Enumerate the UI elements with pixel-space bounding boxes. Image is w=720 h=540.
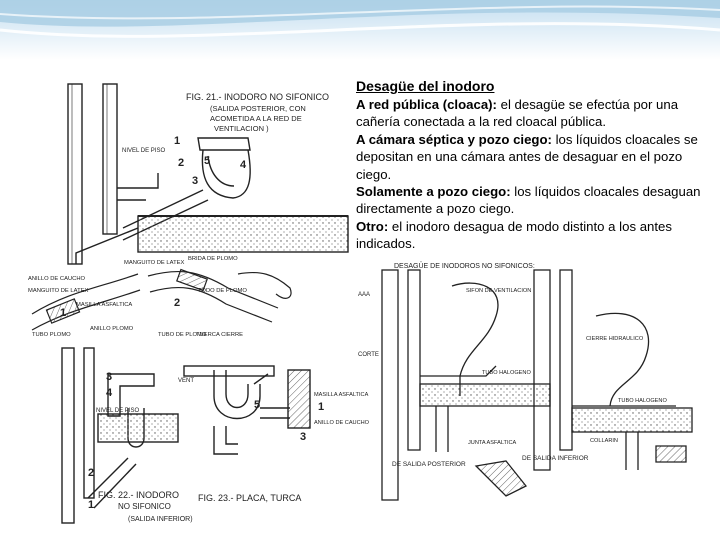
fig23-number-1: 1 bbox=[318, 401, 325, 413]
paragraph-text: los líquidos cloacales desaguan directamente a pozo ciego. bbox=[356, 184, 701, 217]
fig22-caption-3: (SALIDA INFERIOR) bbox=[128, 516, 193, 523]
fig21-caption-4: VENTILACION ) bbox=[214, 124, 269, 133]
detail-manguito-2-label: MANGUITO DE LATEX bbox=[124, 260, 185, 266]
detail-masilla-label: MASILLA ASFALTICA bbox=[76, 302, 133, 308]
fig22-caption-2: NO SIFONICO bbox=[118, 502, 171, 511]
right-label-salida: SIFON DE VENTILACION bbox=[466, 288, 532, 294]
paragraph-text: el desagüe se efectúa por una cañería conectada a la red cloacal pública. bbox=[356, 97, 679, 130]
detail-brida-label: BRIDA DE PLOMO bbox=[188, 256, 238, 262]
fig23-number-3: 3 bbox=[300, 431, 307, 443]
fig21-caption-2: (SALIDA POSTERIOR, CON bbox=[210, 104, 306, 113]
slide-title: Desagüe del inodoro bbox=[356, 78, 495, 94]
detail-todo-plomo-label: TODO DE PLOMO bbox=[198, 288, 247, 294]
fig22-number-3: 3 bbox=[106, 371, 113, 383]
detail-number-1: 1 bbox=[60, 307, 67, 319]
right-caption-posterior: DE SALIDA POSTERIOR bbox=[392, 461, 466, 468]
fig22-number-4: 4 bbox=[106, 387, 113, 399]
detail-anillo-label: ANILLO DE CAUCHO bbox=[28, 276, 86, 282]
right-label-tubo: TUBO HALOGENO bbox=[482, 370, 531, 376]
paragraph-text: los líquidos cloacales se depositan en una cámara antes de desaguar en el pozo ciego. bbox=[356, 131, 698, 182]
detail-tubo-plomo-2-label: TUBO DE PLOMO bbox=[158, 332, 207, 338]
fig21-number-3: 3 bbox=[192, 175, 199, 187]
header-wave-banner bbox=[0, 0, 720, 60]
fig21-number-1: 1 bbox=[174, 135, 181, 147]
paragraph-text: el inodoro desagua de modo distinto a los antes indicados. bbox=[356, 218, 672, 252]
right-label-cierre: CIERRE HIDRAULICO bbox=[586, 336, 644, 342]
fig21-nivel-label: NIVEL DE PISO bbox=[122, 148, 166, 154]
right-header: DESAGÜE DE INODOROS NO SIFONICOS: bbox=[394, 263, 535, 270]
right-label-tubo-2: TUBO HALOGENO bbox=[618, 398, 667, 404]
fig23-masilla-label: MASILLA ASFALTICA bbox=[314, 392, 369, 398]
fig21-caption: FIG. 21.- INODORO NO SIFONICO bbox=[186, 92, 330, 102]
paragraph-heading: A cámara séptica y pozo ciego: bbox=[356, 131, 552, 147]
paragraph-heading: A red pública (cloaca): bbox=[356, 97, 497, 112]
right-label-junta: JUNTA ASFALTICA bbox=[468, 440, 517, 446]
fig23-number-5: 5 bbox=[254, 399, 261, 411]
detail-anillo-plomo-label: ANILLO PLOMO bbox=[90, 326, 134, 332]
fig23-anillo-label: ANILLO DE CAUCHO bbox=[314, 420, 370, 426]
fig22-number-2: 2 bbox=[88, 467, 95, 479]
right-label-a: AAA bbox=[358, 292, 371, 298]
fig21-number-5: 5 bbox=[204, 155, 211, 167]
fig22-nivel-label: NIVEL DE PISO bbox=[96, 408, 140, 414]
paragraph-heading: Solamente a pozo ciego: bbox=[356, 184, 511, 200]
fig21-caption-3: ACOMETIDA A LA RED DE bbox=[210, 114, 302, 123]
fig22-caption: FIG. 22.- INODORO bbox=[98, 490, 180, 500]
paragraph-heading: Otro: bbox=[356, 218, 389, 234]
detail-number-2: 2 bbox=[174, 297, 181, 309]
paragraph-otro bbox=[356, 218, 708, 253]
right-label-b: CORTE bbox=[358, 352, 379, 358]
fig23-vent-label: VENT bbox=[178, 378, 195, 384]
fig22-number-1: 1 bbox=[88, 499, 95, 511]
detail-tuerca-label: TUERCA CIERRE bbox=[196, 332, 244, 338]
paragraph-red-publica bbox=[356, 96, 708, 131]
detail-tubo-plomo-label: TUBO PLOMO bbox=[32, 332, 71, 338]
right-caption-inferior: DE SALIDA INFERIOR bbox=[522, 455, 589, 462]
right-label-collarin: COLLARIN bbox=[590, 438, 618, 444]
plumbing-sketch-right bbox=[356, 256, 710, 532]
fig21-number-2: 2 bbox=[178, 157, 185, 169]
body-text bbox=[356, 96, 708, 253]
paragraph-camara-septica bbox=[356, 131, 708, 183]
detail-manguito-label: MANGUITO DE LATEX bbox=[28, 288, 89, 294]
fig23-caption: FIG. 23.- PLACA, TURCA bbox=[198, 493, 302, 503]
fig21-number-4: 4 bbox=[240, 159, 247, 171]
paragraph-pozo-ciego bbox=[356, 183, 708, 218]
